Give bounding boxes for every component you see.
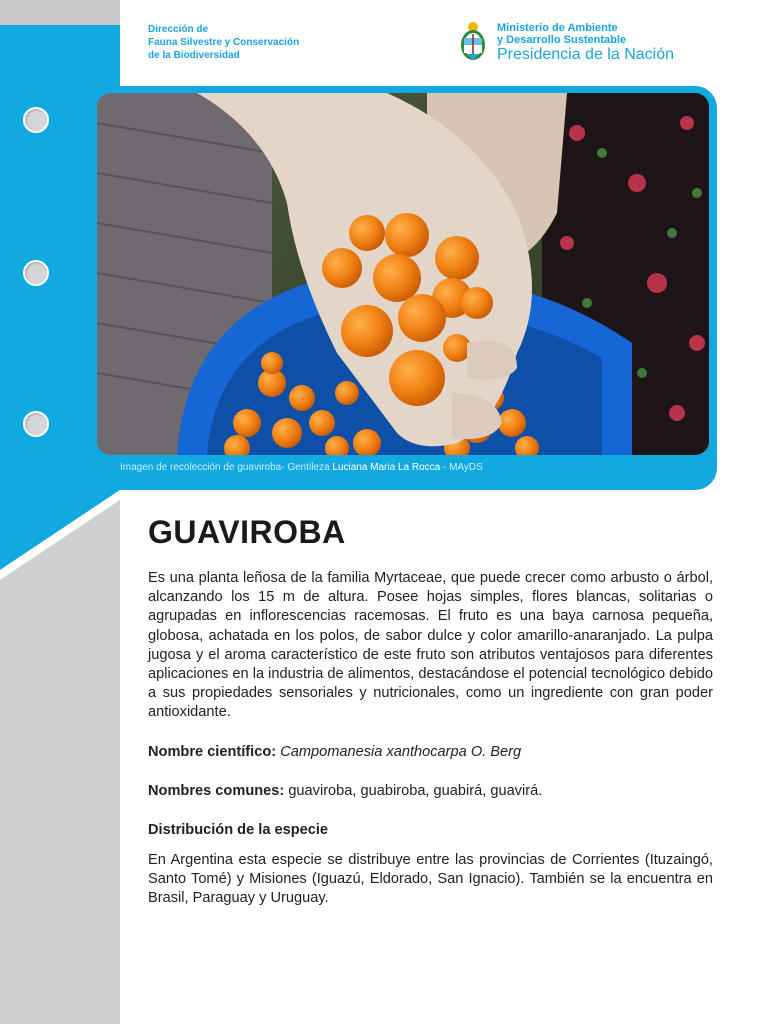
distribution-heading: Distribución de la especie bbox=[148, 822, 329, 838]
department-line-2: Fauna Silvestre y Conservación bbox=[148, 37, 300, 48]
department-name bbox=[148, 23, 299, 62]
diagonal-band bbox=[0, 470, 120, 590]
presidency-name: Presidencia de la Nación bbox=[497, 46, 674, 63]
department-line-3: de la Biodiversidad bbox=[148, 50, 240, 61]
common-names-row bbox=[148, 783, 542, 799]
scientific-name-row bbox=[148, 744, 521, 760]
page-title: GUAVIROBA bbox=[148, 514, 346, 550]
species-description: Es una planta leñosa de la familia Myrtaceae, que puede crecer como arbusto o árbol, alcanzando los 15 m de altura. Posee hojas simples, flores blancas, solitarias o agrupadas en inflorescencias racemosas. El fruto es una baya carnosa pequeña, globosa, achatada en los polos, de sabor dulce y color amarillo-anaranjado. La pulpa jugosa y el aroma característico de este fruto son atributos ventajosos para diferentes aplicaciones en la industria de alimentos, destacándose el potencial tecnológico debido a sus propiedades sensoriales y nutricionales, como un ingrediente con gran poder antioxidante. bbox=[148, 570, 713, 721]
left-strip-top bbox=[0, 0, 120, 25]
scientific-name-label: Nombre científico: bbox=[148, 744, 277, 760]
photo-caption bbox=[120, 462, 483, 473]
common-names-label: Nombres comunes: bbox=[148, 783, 285, 799]
binder-hole-icon bbox=[23, 260, 49, 286]
caption-suffix: - MAyDS bbox=[440, 462, 483, 473]
binder-hole-icon bbox=[23, 411, 49, 437]
caption-prefix: Imagen de recolección de guaviroba- Gentileza bbox=[120, 462, 333, 473]
ministry-name-line-1: Ministerio de Ambiente bbox=[497, 22, 618, 34]
binder-hole-icon bbox=[23, 107, 49, 133]
guaviroba-photo bbox=[97, 93, 709, 455]
department-line-1: Dirección de bbox=[148, 24, 209, 35]
caption-author: Luciana Maria La Rocca bbox=[332, 462, 441, 473]
scientific-name-value: Campomanesia xanthocarpa O. Berg bbox=[280, 744, 522, 760]
distribution-text: En Argentina esta especie se distribuye entre las provincias de Corrientes (Ituzaingó, Santo Tomé) y Misiones (Iguazú, Eldorado, San Ignacio). También se la encuentra en Brasil, Paraguay y Uruguay. bbox=[148, 852, 713, 907]
ministry-name-line-2: y Desarrollo Sustentable bbox=[497, 34, 626, 46]
common-names-value: guaviroba, guabiroba, guabirá, guavirá. bbox=[288, 783, 543, 799]
argentina-coat-of-arms-icon bbox=[457, 20, 489, 64]
